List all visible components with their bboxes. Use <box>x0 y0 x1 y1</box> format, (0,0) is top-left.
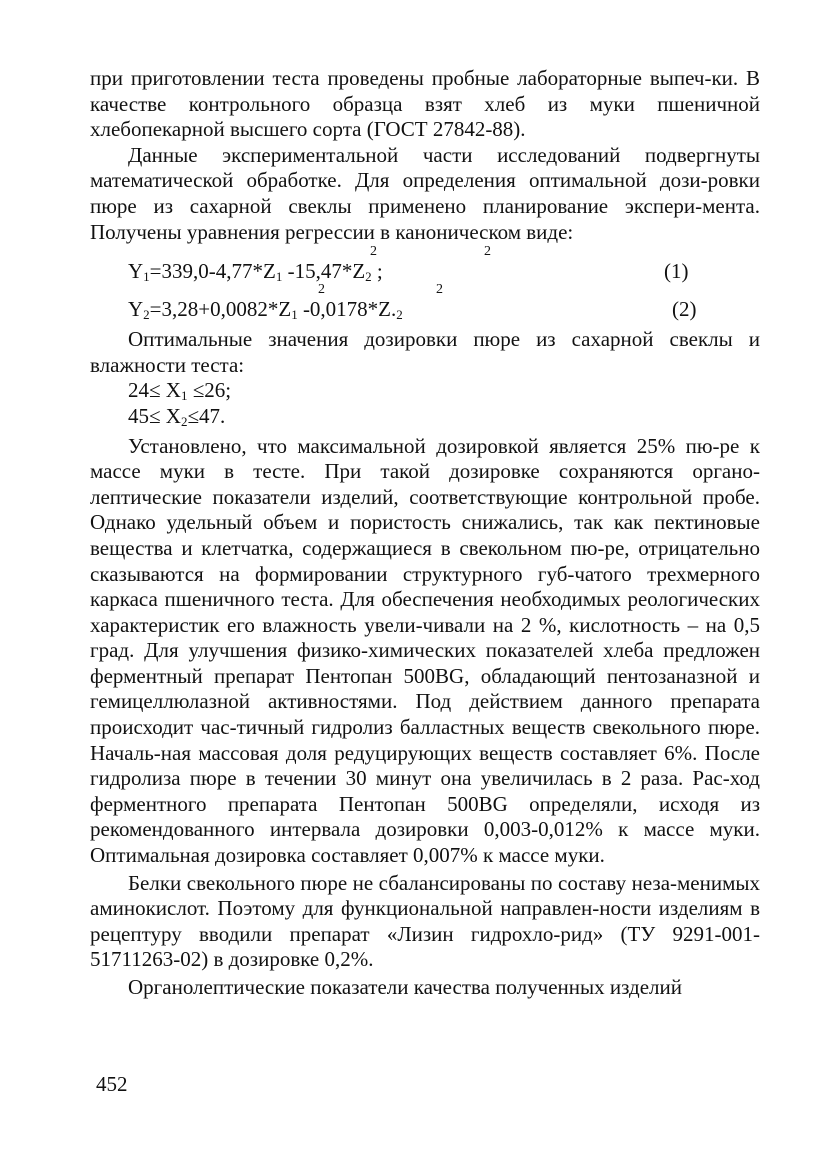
ineq2-b: ≤47. <box>187 403 226 428</box>
regression-equations <box>90 244 760 327</box>
eq2-superscript-b: 2 <box>436 282 443 298</box>
eq1-z1-subscript: 1 <box>275 269 283 285</box>
paragraph-2: Данные экспериментальной части исследований подвергнуты математической обработке. Для определения оптимальной дози-ровки пюре из сахарной свеклы применено планирование экспери-мента. Получены уравнения регрессии в каноническом виде: <box>90 142 760 244</box>
eq1-body-a: =339,0-4,77*Z <box>149 259 276 284</box>
equation-1 <box>128 259 383 285</box>
eq1-y-subscript: 1 <box>143 269 150 285</box>
paragraph-4: Установлено, что максимальной дозировкой является 25% пю-ре к массе муки в тесте. При такой дозировке сохраняются органо-лептические показатели изделий, соответствующие контрольной пробе. Однако удельный объем и пористость снижались, так как пектиновые вещества и клетчатка, содержащиеся в свекольном пю-ре, отрицательно сказываются на формировании структурного губ-чатого трехмерного каркаса пшеничного теста. Для обеспечения необходимых реологических характеристик его влажность увели-чивали на 2 %, кислотность – на 0,5 град. Для улучшения физико-химических показателей хлеба предложен ферментный препарат Пентопан 500BG, обладающий пентозаназной и гемицеллюлазной активностями. Под действием данного препарата происходит час-тичный гидролиз балластных веществ свекольного пюре. Началь-ная массовая доля редуцирующих веществ составляет 6%. После гидролиза пюре в течении 30 минут она увеличилась в 2 раза. Рас-ход ферментного препарата Пентопан 500BG определяли, исходя из рекомендованного интервала дозировки 0,003-0,012% к массе муки. Оптимальная дозировка составляет 0,007% к массе муки. <box>90 433 760 868</box>
eq2-body-a: =3,28+0,0082*Z <box>149 297 292 322</box>
eq2-z1-subscript: 1 <box>291 307 298 323</box>
ineq1-subscript: 1 <box>180 388 188 404</box>
ineq2-a: 45≤ X <box>128 403 181 428</box>
eq2-z2-subscript: 2 <box>396 307 403 323</box>
inequality-1 <box>90 378 760 404</box>
eq2-y-subscript: 2 <box>143 307 150 323</box>
ineq2-subscript: 2 <box>180 413 188 429</box>
equation-2-number: (2) <box>672 297 697 322</box>
ineq1-a: 24≤ X <box>128 378 181 403</box>
page-number: 452 <box>96 1072 128 1096</box>
paragraph-6: Органолептические показатели качества полученных изделий <box>128 975 682 999</box>
eq1-body-b: -15,47*Z <box>282 259 366 284</box>
paragraph-5: Белки свекольного пюре не сбалансированы по составу неза-менимых аминокислот. Поэтому для функциональной направлен-ности изделиям в рецептуру вводили препарат «Лизин гидрохло-рид» (ТУ 9291-001-51711263-02) в дозировке 0,2%. <box>90 870 760 972</box>
eq1-y: Y <box>128 259 144 284</box>
equation-2 <box>128 297 403 323</box>
eq1-superscript-b: 2 <box>484 244 491 260</box>
paragraph-1: при приготовлении теста проведены пробные лабораторные выпеч-ки. В качестве контрольного образца взят хлеб из муки пшеничной хлебопекарной высшего сорта (ГОСТ 27842-88). <box>90 66 760 142</box>
ineq1-b: ≤26; <box>187 378 232 403</box>
inequality-2 <box>90 404 760 430</box>
eq2-y: Y <box>128 297 144 322</box>
eq2-superscript-a: 2 <box>318 282 325 298</box>
eq1-superscript-a: 2 <box>370 244 377 260</box>
eq1-tail: ; <box>371 259 383 284</box>
equation-1-number: (1) <box>664 259 689 284</box>
eq2-body-b: -0,0178*Z. <box>297 297 397 322</box>
page-body <box>90 66 760 1001</box>
paragraph-3: Оптимальные значения дозировки пюре из сахарной свеклы и влажности теста: <box>90 327 760 377</box>
eq1-z2-subscript: 2 <box>365 269 372 285</box>
